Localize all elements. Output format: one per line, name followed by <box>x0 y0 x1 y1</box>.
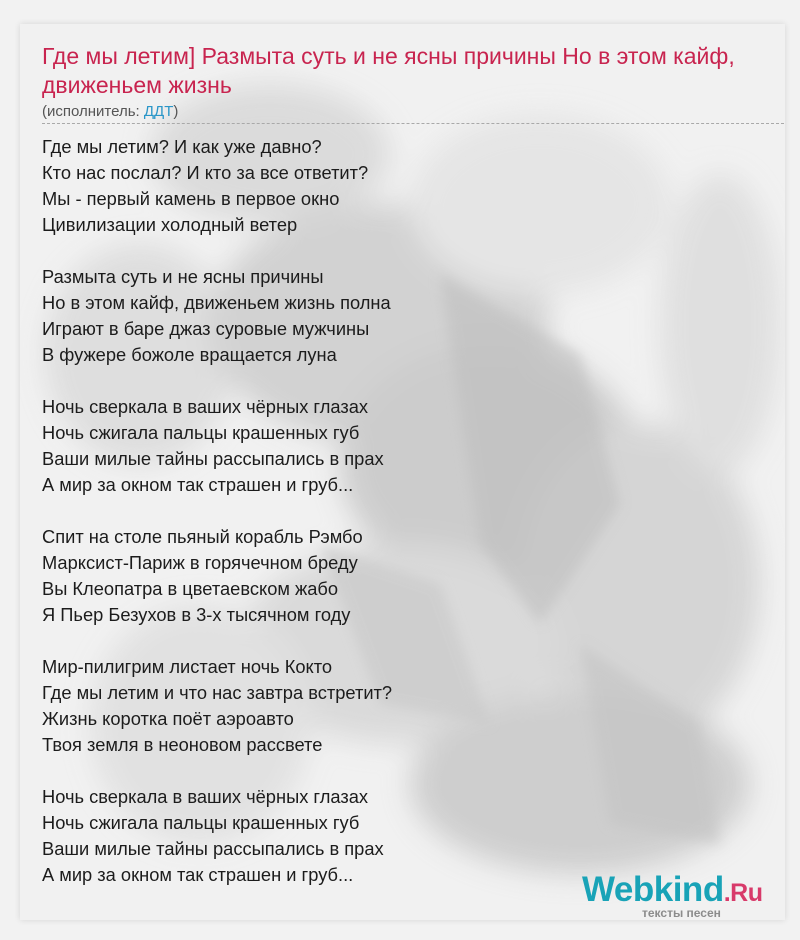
watermark-tld: .Ru <box>723 879 763 907</box>
artist-prefix: (исполнитель: <box>42 103 144 120</box>
stanza <box>42 784 392 888</box>
stanza <box>42 264 392 368</box>
title-divider <box>42 123 784 124</box>
lyric-line: Я Пьер Безухов в 3-х тысячном году <box>42 604 351 625</box>
stanza <box>42 654 392 758</box>
lyric-line: Но в этом кайф, движеньем жизнь полна <box>42 292 391 313</box>
lyric-line: Марксист-Париж в горячечном бреду <box>42 552 358 573</box>
page-title: Где мы летим] Размыта суть и не ясны причины Но в этом кайф, движеньем жизнь <box>42 43 735 98</box>
lyric-line: А мир за окном так страшен и груб... <box>42 474 354 495</box>
lyric-line: Спит на столе пьяный корабль Рэмбо <box>42 526 363 547</box>
site-watermark <box>582 870 782 918</box>
artist-suffix: ) <box>173 103 179 120</box>
stanza <box>42 134 392 238</box>
lyric-line: Ночь сжигала пальцы крашенных губ <box>42 812 360 833</box>
lyric-line: Ночь сжигала пальцы крашенных губ <box>42 422 360 443</box>
watermark-brand: Webkind <box>582 870 724 909</box>
lyric-line: Кто нас послал? И кто за все ответит? <box>42 162 369 183</box>
lyric-line: Жизнь коротка поёт аэроавто <box>42 708 294 729</box>
artist-line <box>42 103 178 120</box>
lyrics-card <box>20 24 785 920</box>
lyric-line: Ночь сверкала в ваших чёрных глазах <box>42 396 369 417</box>
lyric-line: Мы - первый камень в первое окно <box>42 188 340 209</box>
lyric-line: Цивилизации холодный ветер <box>42 214 298 235</box>
lyric-line: Мир-пилигрим листает ночь Кокто <box>42 656 333 677</box>
stanza <box>42 394 392 498</box>
lyric-line: Ваши милые тайны рассыпались в прах <box>42 838 384 859</box>
lyric-line: А мир за окном так страшен и груб... <box>42 864 354 885</box>
artist-link[interactable]: ДДТ <box>143 103 174 120</box>
lyric-line: Ваши милые тайны рассыпались в прах <box>42 448 384 469</box>
lyric-line: Размыта суть и не ясны причины <box>42 266 324 287</box>
lyric-line: Играют в баре джаз суровые мужчины <box>42 318 370 339</box>
stanza <box>42 524 392 628</box>
lyric-line: Где мы летим? И как уже давно? <box>42 136 322 157</box>
watermark-subtitle: тексты песен <box>642 906 721 920</box>
lyrics-text <box>42 134 392 914</box>
lyric-line: В фужере божоле вращается луна <box>42 344 337 365</box>
lyric-line: Где мы летим и что нас завтра встретит? <box>42 682 393 703</box>
lyric-line: Вы Клеопатра в цветаевском жабо <box>42 578 339 599</box>
lyric-line: Ночь сверкала в ваших чёрных глазах <box>42 786 369 807</box>
lyric-line: Твоя земля в неоновом рассвете <box>42 734 323 755</box>
